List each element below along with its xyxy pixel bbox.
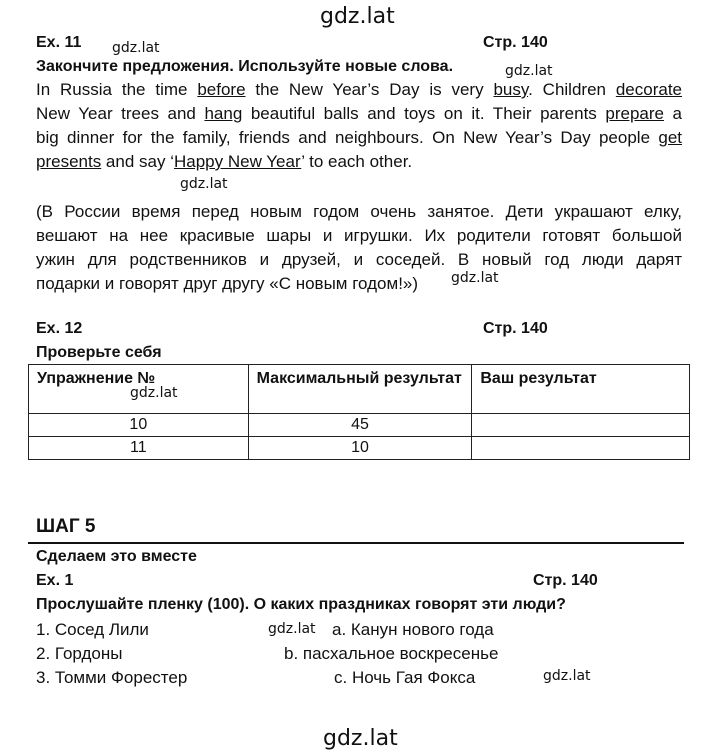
step5-title: ШАГ 5 [36,516,96,537]
results-table [28,364,690,460]
table-header-cell: Максимальный результат [248,365,472,414]
table-cell [472,437,690,460]
ex1-task: Прослушайте пленку (100). О каких праздниках говорят эти люди? [36,596,566,613]
text-segment: ’ to each other. [301,152,413,171]
text-line: вешают на нее красивые шары и игрушки. Их родители готовят большой [36,226,682,245]
ex11-label: Ex. 11 [36,34,82,51]
ex12-label: Ex. 12 [36,320,83,337]
table-cell: 10 [248,437,472,460]
text-line: (В России время перед новым годом очень занятое. Дети украшают елку, [36,202,682,221]
ex11-page: Стр. 140 [483,34,548,51]
text-line [36,78,682,102]
underlined-word: presents [36,152,102,171]
ex1-page: Стр. 140 [533,572,598,589]
underlined-word: Happy New Year [173,152,302,171]
watermark: gdz.lat [180,176,228,192]
text-line: ужин для родственников и друзей, и соседей. В новый год люди дарят [36,250,682,269]
underlined-word: decorate [615,80,683,99]
section-divider [28,542,684,544]
watermark-top: gdz.lat [320,4,395,29]
table-header-cell: Упражнение № [29,365,249,414]
underlined-word: busy [493,80,529,99]
watermark: gdz.lat [451,270,499,286]
text-segment: . Children [528,80,616,99]
table-header-row [29,365,690,414]
text-segment: In Russia the time [36,80,198,99]
ex11-english-text [36,78,682,174]
underlined-word: prepare [605,104,664,123]
table-cell: 11 [29,437,249,460]
underlined-word: before [197,80,246,99]
table-row [29,414,690,437]
list-item-holiday: b. пасхальное воскресенье [284,644,499,663]
table-cell: 10 [29,414,249,437]
watermark: gdz.lat [505,63,553,79]
text-line: подарки и говорят друг другу «С новым годом!») [36,274,419,293]
text-segment: beautiful balls and toys on it. Their parents [242,104,606,123]
list-item-holiday: a. Канун нового года [332,620,494,639]
text-segment: and say ‘ [101,152,174,171]
list-item-person: 1. Сосед Лили [36,620,149,639]
table-cell [472,414,690,437]
ex11-task: Закончите предложения. Используйте новые слова. [36,58,454,75]
ex12-task: Проверьте себя [36,344,162,361]
watermark: gdz.lat [268,621,316,637]
ex1-label: Ex. 1 [36,572,74,589]
ex11-russian-translation [36,200,682,296]
text-line [36,150,682,174]
text-line [36,126,682,150]
list-item-person: 3. Томми Форестер [36,668,188,687]
watermark: gdz.lat [130,385,178,401]
text-segment: a [663,104,682,123]
underlined-word: hang [204,104,243,123]
list-item-holiday: c. Ночь Гая Фокса [334,668,476,687]
table-row [29,437,690,460]
text-segment: big dinner for the family, friends and neighbours. On New Year’s Day people [36,128,659,147]
underlined-word: get [658,128,682,147]
table-cell: 45 [248,414,472,437]
text-segment: the New Year’s Day is very [245,80,494,99]
watermark: gdz.lat [543,668,591,684]
text-segment: New Year trees and [36,104,205,123]
ex12-page: Стр. 140 [483,320,548,337]
watermark-bottom: gdz.lat [323,726,398,751]
text-line [36,102,682,126]
table-header-cell: Ваш результат [472,365,690,414]
step5-subtitle: Сделаем это вместе [36,548,197,565]
list-item-person: 2. Гордоны [36,644,123,663]
watermark: gdz.lat [112,40,160,56]
